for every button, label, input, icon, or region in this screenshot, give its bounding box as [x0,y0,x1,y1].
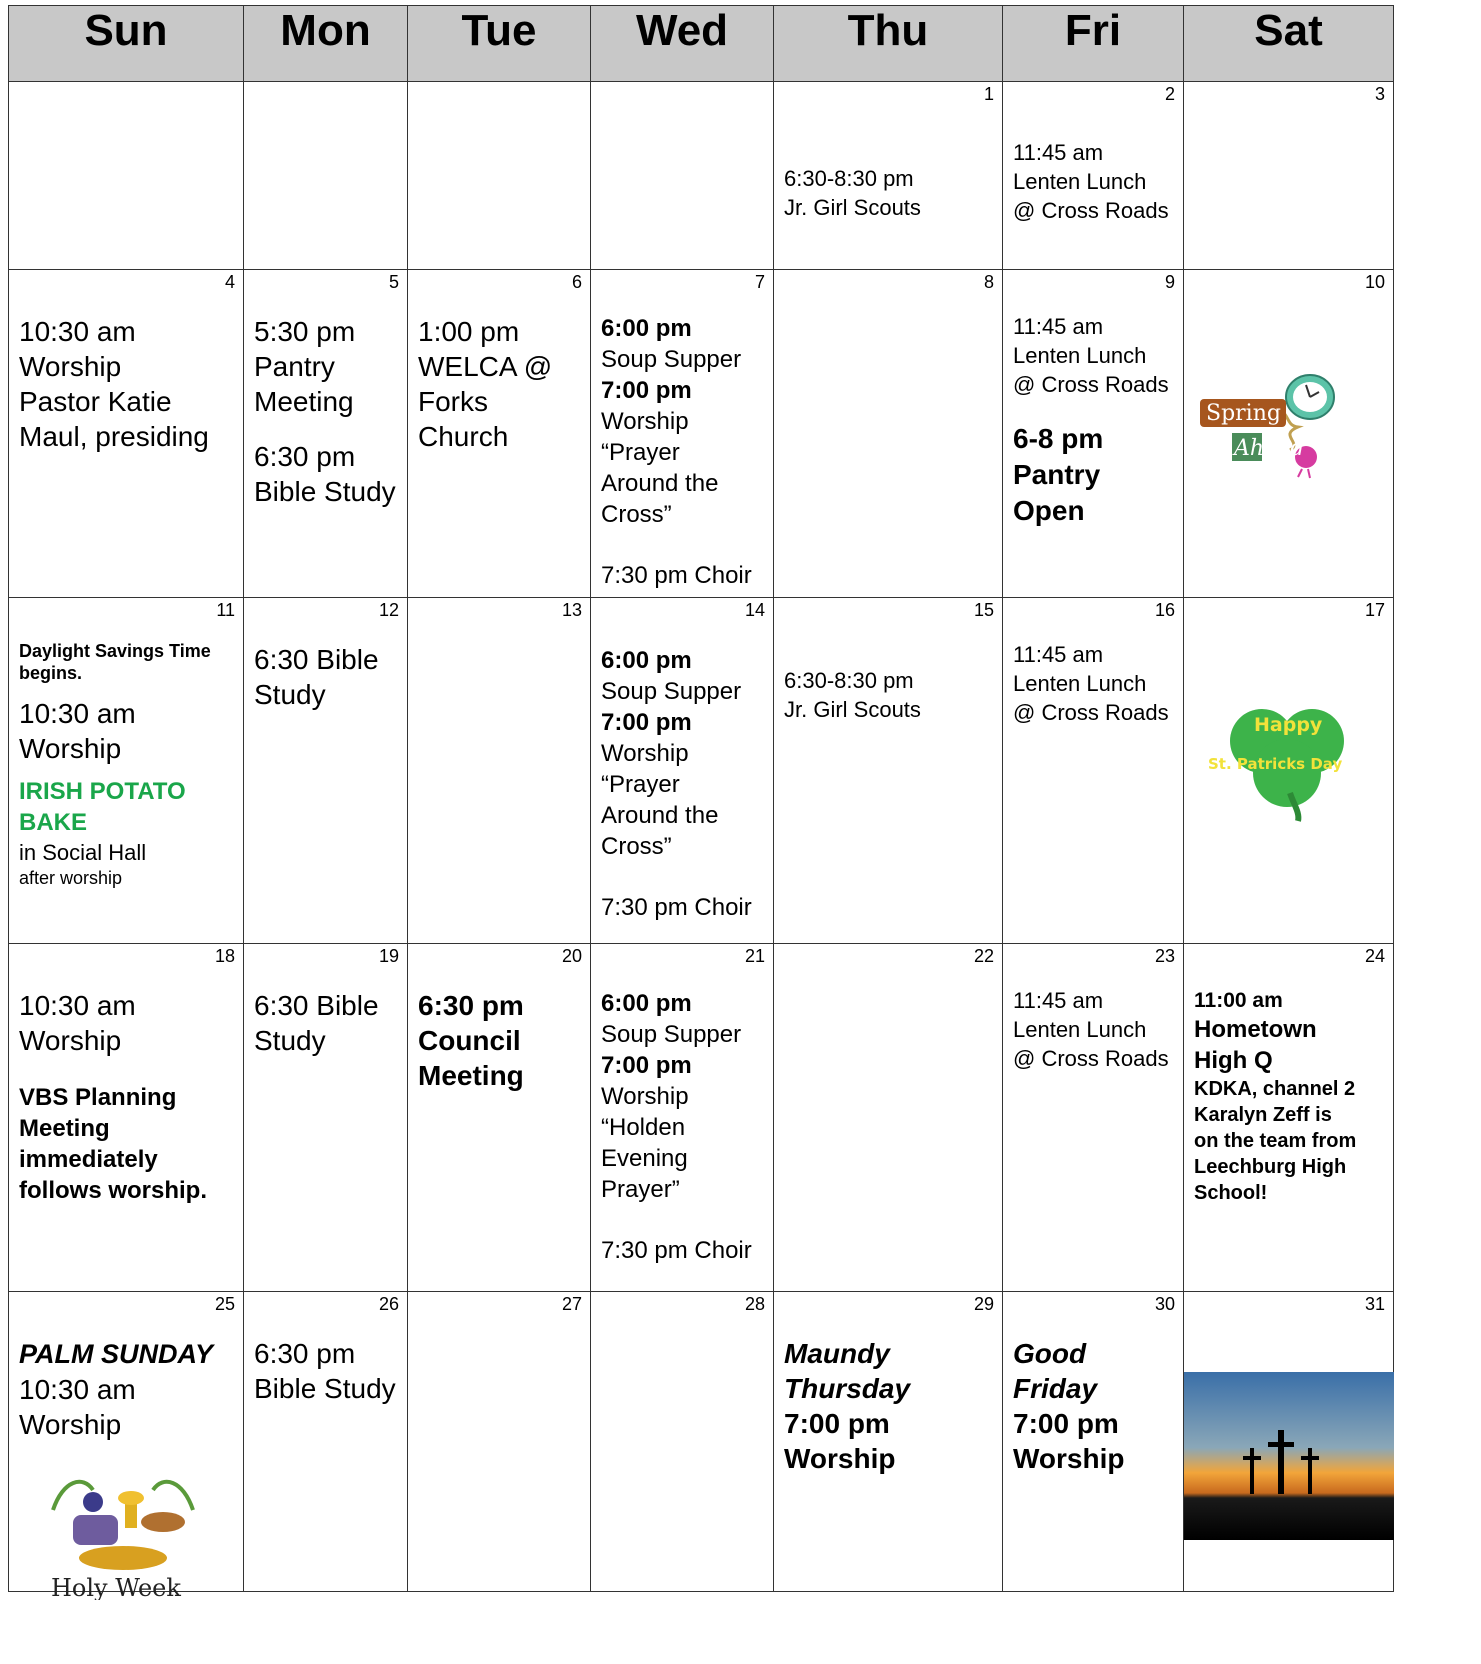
event-title: PALM SUNDAY [19,1339,213,1369]
event-title: Worship [1013,1443,1125,1474]
event-time: 6:30-8:30 pm [784,166,914,191]
day-number: 5 [388,272,399,292]
event-title: Meeting [254,386,354,417]
event-title: Meeting [418,1060,524,1091]
day-cell-1 [774,82,1003,270]
day-number: 24 [1364,946,1385,966]
event-time: 7:00 pm [784,1408,890,1439]
day-number: 25 [214,1294,235,1314]
day-number: 8 [983,272,994,292]
event-title: Council [418,1025,521,1056]
day-number: 1 [983,84,994,104]
event-detail: Around the [601,802,719,829]
event-title: Soup Supper [601,1021,742,1048]
event-title: Lenten Lunch [1013,343,1147,368]
day-number: 31 [1364,1294,1385,1314]
day-cell-22 [774,944,1003,1292]
event-title: High Q [1194,1047,1273,1074]
event-time: 11:45 am [1013,140,1104,165]
day-cell-empty [408,82,591,270]
event-title: Worship [601,408,689,435]
event-title: 6:30 Bible [254,644,379,675]
event-title: Lenten Lunch [1013,1017,1147,1042]
event-detail: Cross” [601,833,672,860]
ahead-text: Ahead [1234,436,1305,461]
event-detail: Pastor Katie [19,386,172,417]
day-number: 30 [1154,1294,1175,1314]
week-row-3 [9,598,1394,944]
event-note: Meeting [19,1115,110,1142]
event-note: VBS Planning [19,1084,177,1111]
event-location: Forks [418,386,488,417]
day-number: 20 [561,946,582,966]
day-number: 2 [1164,84,1175,104]
event-highlight: BAKE [19,809,88,836]
event-time: 5:30 pm [254,316,356,347]
day-number: 29 [973,1294,994,1314]
event-title: Worship [19,351,122,382]
day-cell-12 [244,598,408,944]
week-row-1 [9,82,1394,270]
event-title: Bible Study [254,1373,396,1404]
event-detail: School! [1194,1182,1268,1204]
day-number: 3 [1374,84,1385,104]
event-detail: Leechburg High [1194,1156,1347,1178]
day-cell-9 [1003,270,1184,598]
event-title: Thursday [784,1373,911,1404]
day-cell-25 [9,1292,244,1600]
weekday-tue: Tue [408,6,591,82]
weekday-thu: Thu [774,6,1003,82]
event-title: Bible Study [254,476,396,507]
event-time: 6:30 pm [418,990,524,1021]
event-title: Open [1013,495,1085,526]
event-time: 10:30 am [19,316,136,347]
event-note: after worship [19,868,123,888]
day-number: 19 [378,946,399,966]
shamrock-st-patricks-text: St. Patricks Day [1208,755,1343,773]
event-title: Worship [784,1443,896,1474]
event-time: 6:30 pm [254,441,356,472]
event-title: Jr. Girl Scouts [784,195,921,220]
day-cell-16 [1003,598,1184,944]
event-detail: on the team from [1194,1130,1357,1152]
day-cell-26 [244,1292,408,1592]
weekday-header-row [9,6,1394,82]
event-note: Daylight Savings Time [19,641,211,661]
day-cell-31 [1184,1292,1394,1592]
weekday-wed: Wed [591,6,774,82]
event-title: Worship [19,1025,122,1056]
event-title: Soup Supper [601,678,742,705]
day-cell-19 [244,944,408,1292]
event-note: begins. [19,663,83,683]
event-time: 10:30 am [19,698,136,729]
event-detail: Around the [601,470,719,497]
day-cell-8 [774,270,1003,598]
event-title: Pantry [1013,459,1101,490]
day-cell-17 [1184,598,1394,944]
day-cell-27 [408,1292,591,1592]
event-title: Worship [19,733,122,764]
event-time: 7:00 pm [1013,1408,1119,1439]
event-time: 6:30 pm [254,1338,356,1369]
event-detail: Maul, presiding [19,421,209,452]
day-number: 18 [214,946,235,966]
three-crosses-sunset-image [1184,1372,1394,1540]
day-number: 10 [1364,272,1385,292]
day-cell-10 [1184,270,1394,598]
day-cell-empty [244,82,408,270]
event-time: 6:30-8:30 pm [784,668,914,693]
event-title: Soup Supper [601,346,742,373]
event-time: 6:00 pm [601,647,692,674]
day-number: 27 [561,1294,582,1314]
event-time: 1:00 pm [418,316,520,347]
day-number: 4 [224,272,235,292]
event-title: Maundy [784,1338,890,1369]
day-cell-7 [591,270,774,598]
event-title: Pantry [254,351,335,382]
event-time: 10:30 am [19,1374,136,1405]
event-highlight: IRISH POTATO [19,778,186,805]
event-title: Jr. Girl Scouts [784,697,921,722]
day-cell-23 [1003,944,1184,1292]
event-title: Study [254,679,326,710]
event-title: Hometown [1194,1016,1317,1043]
event-detail: Prayer” [601,1176,680,1203]
holy-week-text: Holy Week [51,1574,181,1600]
weekday-fri: Fri [1003,6,1184,82]
day-number: 6 [571,272,582,292]
event-time: 11:45 am [1013,314,1104,339]
event-location: Church [418,421,509,452]
day-cell-4 [9,270,244,598]
event-location: in Social Hall [19,840,147,865]
event-time: 6:00 pm [601,990,692,1017]
weekday-sun: Sun [9,6,244,82]
event-time: 11:45 am [1013,642,1104,667]
event-title: 6:30 Bible [254,990,379,1021]
event-title: Lenten Lunch [1013,169,1147,194]
event-title: Study [254,1025,326,1056]
week-row-4 [9,944,1394,1292]
day-cell-empty [9,82,244,270]
event-time: 6:00 pm [601,315,692,342]
event-location: @ Cross Roads [1013,198,1169,223]
day-cell-6 [408,270,591,598]
day-number: 22 [973,946,994,966]
event-location: @ Cross Roads [1013,1046,1169,1071]
day-cell-30 [1003,1292,1184,1592]
day-number: 15 [973,600,994,620]
event-detail: “Prayer [601,771,680,798]
shamrock-clipart [1202,693,1372,823]
weekday-sat: Sat [1184,6,1394,82]
day-cell-2 [1003,82,1184,270]
event-title: 7:30 pm Choir [601,1237,752,1264]
event-note: immediately [19,1146,158,1173]
event-title: 7:30 pm Choir [601,894,752,921]
event-title: Good Friday [1013,1338,1098,1404]
day-number: 16 [1154,600,1175,620]
event-detail: KDKA, channel 2 [1194,1078,1356,1100]
event-title: WELCA @ [418,351,553,382]
day-cell-3 [1184,82,1394,270]
event-title: 7:30 pm Choir [601,562,752,589]
event-detail: Evening [601,1145,688,1172]
day-number: 13 [561,600,582,620]
day-number: 21 [744,946,765,966]
day-number: 26 [378,1294,399,1314]
calendar-grid [8,5,1394,1600]
event-title: Worship [601,1083,689,1110]
day-number: 7 [754,272,765,292]
day-cell-5 [244,270,408,598]
day-number: 12 [378,600,399,620]
event-title: Worship [19,1409,122,1440]
day-number: 14 [744,600,765,620]
week-row-5 [9,1292,1394,1592]
day-cell-11 [9,598,244,944]
day-cell-15 [774,598,1003,944]
day-cell-28 [591,1292,774,1592]
day-number: 9 [1164,272,1175,292]
day-cell-29 [774,1292,1003,1592]
day-cell-14 [591,598,774,944]
event-time: 11:00 am [1194,989,1283,1012]
day-cell-13 [408,598,591,944]
event-title: Lenten Lunch [1013,671,1147,696]
day-cell-18 [9,944,244,1292]
spring-text: Spring [1206,401,1281,426]
day-number: 28 [744,1294,765,1314]
day-number: 23 [1154,946,1175,966]
event-location: @ Cross Roads [1013,372,1169,397]
event-time: 7:00 pm [601,709,692,736]
day-cell-20 [408,944,591,1292]
week-row-2 [9,270,1394,598]
day-cell-empty [591,82,774,270]
event-location: @ Cross Roads [1013,700,1169,725]
day-cell-21 [591,944,774,1292]
day-cell-24 [1184,944,1394,1292]
event-note: follows worship. [19,1177,208,1204]
event-detail: “Prayer [601,439,680,466]
weekday-mon: Mon [244,6,408,82]
shamrock-happy-text: Happy [1254,714,1323,736]
spring-ahead-clipart [1198,365,1338,485]
event-detail: Karalyn Zeff is [1194,1104,1332,1126]
event-time: 11:45 am [1013,988,1104,1013]
event-detail: Cross” [601,501,672,528]
event-title: Worship [601,740,689,767]
event-time: 6-8 pm [1013,423,1104,454]
event-time: 10:30 am [19,990,136,1021]
holy-week-clipart [43,1460,203,1600]
event-time: 7:00 pm [601,1052,692,1079]
day-number: 17 [1364,600,1385,620]
event-time: 7:00 pm [601,377,692,404]
event-detail: “Holden [601,1114,686,1141]
day-number: 11 [216,600,235,620]
